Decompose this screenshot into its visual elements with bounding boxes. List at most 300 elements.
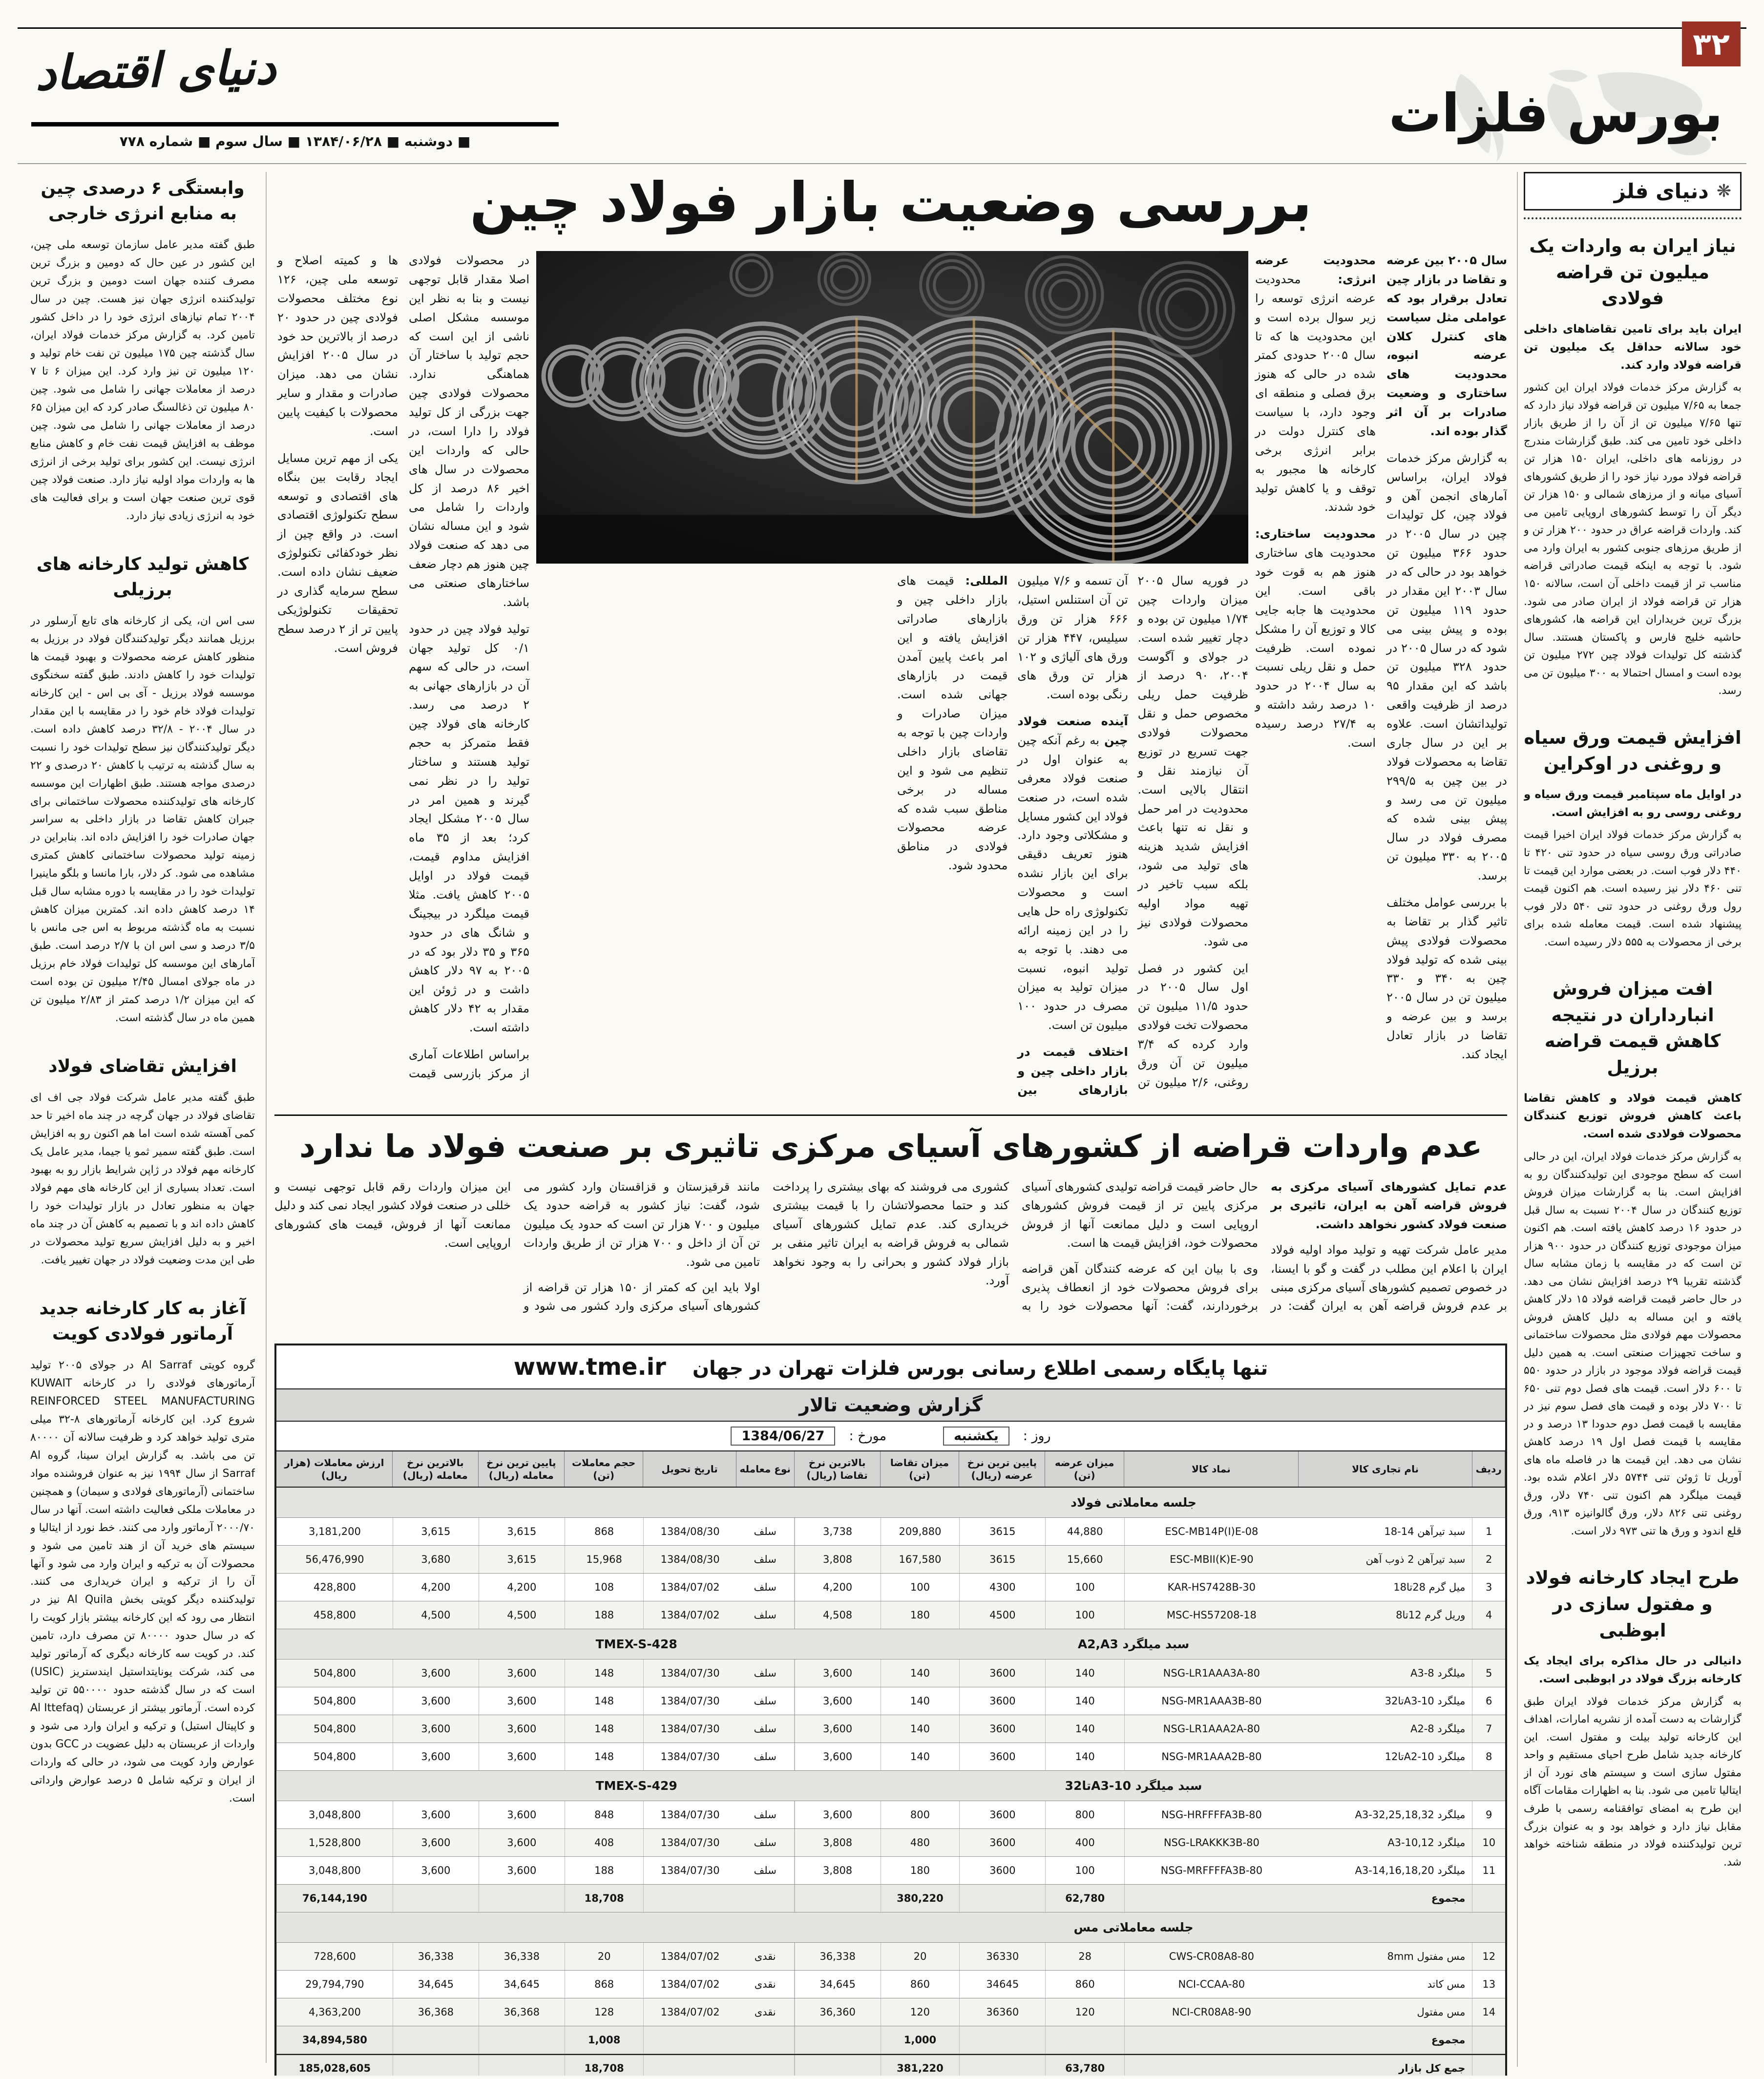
session-band-label: سبد میلگرد A2,A3	[1077, 1637, 1190, 1651]
cell-product-symbol: ESC-MB14P(I)E-08	[1124, 1518, 1299, 1545]
cell-supply: 860	[1045, 1971, 1124, 1998]
cell-delivery-date: 1384/07/02	[643, 1574, 736, 1601]
cell-highest-bid: 36,338	[795, 1943, 881, 1970]
table-row	[276, 1912, 1505, 1943]
table-row	[276, 1801, 1505, 1829]
cell-trade-type: سلف	[736, 1801, 795, 1828]
cell-highest-bid: 3,738	[795, 1518, 881, 1545]
cell-supply: 62,780	[1045, 1885, 1124, 1912]
tme-url: www.tme.ir	[513, 1353, 666, 1381]
cell-highest-bid	[795, 2055, 881, 2076]
column-header: تاریخ تحویل	[643, 1451, 736, 1487]
cell-demand: 20	[881, 1943, 960, 1970]
session-band-code: TMEX-S-428	[595, 1637, 677, 1651]
cell-volume: 868	[565, 1971, 644, 1998]
cell-volume: 18,708	[565, 1885, 644, 1912]
column-header: ارزش معاملات (هزار ریال)	[276, 1451, 393, 1487]
article-middle-strip	[536, 251, 1248, 1101]
cell-volume: 148	[565, 1743, 644, 1770]
date-value: 1384/06/27	[731, 1427, 835, 1446]
table-row	[276, 1857, 1505, 1885]
cell-trade-value: 728,600	[276, 1943, 393, 1970]
cell-demand: 860	[881, 1971, 960, 1998]
cell-demand: 140	[881, 1715, 960, 1743]
cell-delivery-date: 1384/07/30	[643, 1743, 736, 1770]
cell-demand: 180	[881, 1857, 960, 1884]
article-paragraph	[1017, 712, 1128, 1035]
report-date-row	[276, 1422, 1505, 1451]
cell-highest-price	[393, 2026, 479, 2054]
cell-product-symbol: NSG-LR1AAA2A-80	[1124, 1715, 1299, 1743]
table-row	[276, 1885, 1505, 1912]
cell-volume: 15,968	[565, 1546, 644, 1573]
cell-volume: 108	[565, 1574, 644, 1601]
cell-demand: 140	[881, 1743, 960, 1770]
cell-product-symbol: NSG-LRAKKK3B-80	[1124, 1829, 1299, 1856]
cell-lowest-offer: 3600	[959, 1801, 1045, 1828]
cell-volume: 408	[565, 1829, 644, 1856]
inline-subhead: محدودیت ساختاری:	[1255, 527, 1376, 541]
cell-trade-type	[736, 2055, 795, 2076]
paragraph-text: براساس اطلاعات آماری از مرکز بازرسی قیمت ها و کمیته اصلاح و توسعه ملی چین، ۱۲۶ نوع مختلف محصولات فولادی چین در حدود ۲۰ درصد از بالاترین حد خود در سال ۲۰۰۵ افزایش نشان می دهد. میزان صادرات و مقدار و سایر محصولات با کیفیت پایین است.	[277, 253, 529, 1080]
cell-highest-price: 3,600	[393, 1659, 479, 1687]
cell-lowest-price: 3,600	[479, 1659, 565, 1687]
paragraph-text: محدودیت های ساختاری هنوز هم به قوت خود باقی است. این محدودیت ها جابه جایی کالا و توزیع آن را مشکل نموده است. ظرفیت حمل و نقل ریلی نسبت به سال ۲۰۰۴ در حدود ۱۰ درصد رشد داشته و به ۲۷/۴ درصد رسیده است.	[1255, 546, 1376, 750]
cell-volume: 18,708	[565, 2055, 644, 2076]
cell-row-number	[1472, 2026, 1505, 2054]
table-source-line	[276, 1345, 1505, 1389]
cell-highest-bid: 3,600	[795, 1687, 881, 1715]
cell-highest-price: 3,615	[393, 1518, 479, 1545]
article-paragraph	[409, 620, 529, 1037]
cell-trade-value: 428,800	[276, 1574, 393, 1601]
cell-product-name: جمع کل بازار	[1299, 2055, 1473, 2076]
cell-highest-bid: 36,360	[795, 1998, 881, 2026]
cell-supply: 400	[1045, 1829, 1124, 1856]
cell-lowest-price: 36,338	[479, 1943, 565, 1970]
cell-delivery-date: 1384/07/02	[643, 1998, 736, 2026]
cell-row-number: 6	[1486, 1695, 1492, 1707]
secondary-paragraph: وی با بیان این که عرضه کنندگان آهن قراضه برای فروش محصولات خود از انعطاف پذیری برخوردارند، گفت: آنها محصولات خود را به کشوری می فروشند که بهای بیشتری را پرداخت کند و حتما محصولاتشان را با قیمت بیشتری خریداری کند. عدم تمایل کشورهای آسیای شمالی به فروش قراضه به ایران تاثیر منفی بر بازار فولاد کشور و بحرانی را به وجود نخواهد آورد.	[773, 1180, 1258, 1313]
table-row	[276, 1771, 1505, 1801]
cell-lowest-price: 3,600	[479, 1857, 565, 1884]
cell-product-symbol	[1124, 2055, 1299, 2076]
cell-demand: 209,880	[881, 1518, 960, 1545]
cell-volume: 848	[565, 1801, 644, 1828]
cell-product-name: مجموع	[1299, 1885, 1473, 1912]
table-row	[276, 1629, 1505, 1659]
report-title: گزارش وضعیت تالار	[276, 1389, 1505, 1422]
table-row	[276, 1943, 1505, 1971]
cell-highest-bid: 3,600	[795, 1801, 881, 1828]
cell-lowest-offer: 3600	[959, 1687, 1045, 1715]
cell-supply: 120	[1045, 1998, 1124, 2026]
cell-highest-bid: 4,508	[795, 1601, 881, 1629]
news-brief-title: وابستگی ۶ درصدی چین به منابع انرژی خارجی	[41, 178, 245, 224]
session-band-code: TMEX-S-429	[595, 1779, 677, 1793]
section-title: بورس فلزات	[1388, 83, 1723, 144]
cell-highest-price: 3,600	[393, 1857, 479, 1884]
cell-demand: 167,580	[881, 1546, 960, 1573]
cell-lowest-offer: 3600	[959, 1659, 1045, 1687]
cell-row-number	[1472, 1885, 1505, 1912]
sidebar-header	[1524, 172, 1742, 210]
table-header-row	[276, 1451, 1505, 1488]
cell-highest-bid: 3,808	[795, 1857, 881, 1884]
cell-product-name: مس مفتول	[1299, 1998, 1473, 2026]
sidebar-article	[1524, 233, 1742, 700]
cell-supply: 100	[1045, 1601, 1124, 1629]
news-brief-body: گروه کویتی Al Sarraf در جولای ۲۰۰۵ تولید آرماتورهای فولادی را در کارخانه KUWAIT REINFORCED STEEL MANUFACTURING شروع کرد. این کارخانه آرماتورهای ۸-۳۲ میلی متری تولید خواهد کرد و ظرفیت سالانه آن ۸۰۰۰۰ تن می باشد. به گزارش ایران سینا، گروه Al Sarraf از سال ۱۹۹۴ نیز به عنوان فروشنده مواد ساختمانی (آرماتورهای فولادی و سیمان) و همچنین در معاملات ملکی فعالیت داشته است. آنها در سال ۲۰۰۰/۷۰ آرماتور وارد می کنند. خط نورد از ایتالیا و سیستم های خرید آن از هند تامین می شود و محصولات آن به ترکیه و ایران وارد می شود و آنها آن را از ترکیه و ایران خریداری می کنند. تولیدکننده دیگر کویتی بخش Al Quila نیز در انتظار می رود که این کارخانه بیشتر بازار کویت را که در سال حدود ۸۰۰۰۰ تن مصرف دارد، تامین کند. در کویت سه کارخانه دیگری که آرماتور تولید می کند، شرکت یونایتداستیل ایندستریز (USIC) است که در سال گذشته حدود ۵۵۰۰۰۰ تن تولید کرده است. آرماتور بیشتر از عربستان (Al Ittefaq و کاپیتال استیل) و ترکیه و ایران وارد می شود و واردات از عربستان به دلیل عضویت در GCC بدون عوارض وارد کویت می شود، در حالی که واردات از ایران و ترکیه شامل ۵ درصد عوارض وارداتی است.	[30, 1359, 255, 1805]
left-news-column	[30, 176, 255, 2065]
cell-highest-bid	[795, 1885, 881, 1912]
table-row	[276, 1687, 1505, 1715]
cell-delivery-date	[643, 2055, 736, 2076]
cell-highest-bid: 3,600	[795, 1743, 881, 1770]
cell-supply: 140	[1045, 1743, 1124, 1770]
cell-trade-type	[736, 2026, 795, 2054]
article-paragraph	[409, 251, 529, 612]
cell-volume: 1,008	[565, 2026, 644, 2054]
cell-trade-type: سلف	[736, 1659, 795, 1687]
session-band-label: سبد میلگرد A3-10تا32	[1065, 1779, 1202, 1793]
cell-product-symbol: NSG-LR1AAA3A-80	[1124, 1659, 1299, 1687]
cell-lowest-price: 3,600	[479, 1743, 565, 1770]
cell-lowest-price	[479, 2055, 565, 2076]
cell-highest-bid	[795, 2026, 881, 2054]
cell-row-number: 5	[1486, 1667, 1492, 1679]
cell-highest-bid: 34,645	[795, 1971, 881, 1998]
date-line: ■ دوشنبه ■ ۱۳۸۴/۰۶/۲۸ ■ سال سوم ■ شماره ۷۷۸	[31, 122, 559, 149]
cell-lowest-offer: 3600	[959, 1743, 1045, 1770]
cell-product-symbol: NCI-CCAA-80	[1124, 1971, 1299, 1998]
cell-trade-value: 34,894,580	[276, 2026, 393, 2054]
table-row	[276, 1546, 1505, 1574]
article-paragraph	[277, 449, 398, 658]
paragraph-text: تولید فولاد چین در حدود ۰/۱ کل تولید جهان است، در حالی که سهم آن در بازارهای جهانی به ۲ درصد می رسد. کارخانه های فولاد چین فقط متمرکز به حجم تولید هستند و ساختار تولید را در نظر نمی گیرند و همین امر در سال ۲۰۰۵ مشکل ایجاد کرد؛ بعد از ۳۵ ماه افزایش مداوم قیمت، قیمت فولاد در اوایل ۲۰۰۵ کاهش یافت. مثلا قیمت میلگرد در بیجینگ و شانگ های در حدود ۳۶۵ و ۳۵ دلار بود که در ۲۰۰۵ به ۹۷ دلار کاهش داشت و در ژوئن این مقدار به ۴۲ دلار کاهش داشته است.	[409, 622, 530, 1034]
cell-product-symbol: KAR-HS7428B-30	[1124, 1574, 1299, 1601]
cell-lowest-offer	[959, 1885, 1045, 1912]
cell-product-name: میلگرد A3-32,25,18,32	[1299, 1801, 1473, 1828]
sidebar-article	[1524, 725, 1742, 951]
cell-product-symbol: ESC-MBII(K)E-90	[1124, 1546, 1299, 1573]
column-divider-left	[266, 172, 267, 2063]
cell-lowest-offer	[959, 2026, 1045, 2054]
table-row	[276, 1743, 1505, 1771]
cell-lowest-offer: 3615	[959, 1518, 1045, 1545]
cell-product-name: وریل گرم 12تا8	[1299, 1601, 1473, 1629]
cell-demand: 100	[881, 1574, 960, 1601]
paragraph-text: قیمت های بازار داخلی چین و بازارهای صادراتی افزایش یافته و این امر باعث پایین آمدن قیمت در بازارهای جهانی شده است. میزان صادرات و واردات چین با توجه به تقاضای بازار داخلی تنظیم می شود و این مساله در برخی مناطق سبب شده که عرضه محصولات فولادی در مناطق محدود شود.	[897, 574, 1008, 873]
secondary-paragraph: مدیر عامل شرکت تهیه و تولید مواد اولیه فولاد ایران با اعلام این مطلب در گفت و گو با ایسنا، در خصوص تصمیم کشورهای آسیای مرکزی مبنی بر عدم فروش قراضه آهن به ایران گفت: در حال حاضر قیمت قراضه تولیدی کشورهای آسیای مرکزی پایین تر از قیمت فروش کشورهای اروپایی است و دلیل ممانعت آنها از فروش محصولات خود، افزایش قیمت ها است.	[1022, 1180, 1507, 1313]
metal-world-sidebar	[1524, 172, 1742, 2067]
cell-supply: 140	[1045, 1687, 1124, 1715]
cell-row-number: 12	[1482, 1951, 1496, 1962]
news-brief-body: طبق گفته مدیر عامل شرکت فولاد جی اف ای تقاضای فولاد در جهان گرچه در چند ماه اخیر تا حد کمی آهسته شده است اما هم اکنون رو به افزایش است. طبق گفته سمیر ثمو یا جیما، مدیر عامل یک کارخانه مهم فولاد در ژاپن شرایط بازار رو به بهبود است. تعداد بسیاری از این کارخانه های مهم فولاد جهان به منظور تعادل در بازار تولیدات خود را کاهش داده اند و با تصمیم به کاهش آن در چند ماه اخیر و به دلیل افزایش سریع تولید محصولات در طی این مدت وضعیت فولاد در جهان تغییر یافت.	[30, 1092, 255, 1266]
newspaper-logo: دنیای اقتصاد	[34, 40, 277, 101]
cell-demand: 381,220	[881, 2055, 960, 2076]
table-row	[276, 1971, 1505, 1998]
article-paragraph	[1386, 893, 1507, 1064]
cell-lowest-price: 4,500	[479, 1601, 565, 1629]
cell-trade-type: سلف	[736, 1743, 795, 1770]
session-band-label: جلسه معاملاتی فولاد	[1071, 1495, 1197, 1510]
cell-highest-price: 4,500	[393, 1601, 479, 1629]
photo-box	[536, 251, 1248, 564]
cell-lowest-offer: 36360	[959, 1998, 1045, 2026]
cell-demand: 140	[881, 1659, 960, 1687]
source-text: تنها پایگاه رسمی اطلاع رسانی بورس فلزات تهران در جهان	[692, 1357, 1268, 1380]
news-brief	[30, 1054, 255, 1270]
cell-highest-price: 3,680	[393, 1546, 479, 1573]
paragraph-text: در محصولات فولادی اصلا مقدار قابل توجهی نیست و بنا به نظر این موسسه مشکل اصلی ناشی از این است که حجم تولید با ساختار آن هماهنگی ندارد. محصولات فولادی چین جهت بزرگی از کل تولید فولاد را دارا است، در حالی که واردات این محصولات در سال های اخیر ۸۶ درصد از کل واردات را شامل می شود و این مساله نشان می دهد که صنعت فولاد چین هنوز هم دچار ضعف ساختارهای صنعتی می باشد.	[409, 253, 529, 609]
cell-delivery-date: 1384/07/02	[643, 1943, 736, 1970]
cell-delivery-date	[643, 1885, 736, 1912]
secondary-paragraph: اولا باید این که کمتر از ۱۵۰ هزار تن قراضه از کشورهای آسیای مرکزی وارد کشور می شود و این میزان واردات رقم قابل توجهی نیست و خللی در صنعت فولاد کشور ایجاد نمی کند و دلیل ممانعت آنها از فروش، قیمت های کشورهای اروپایی است.	[274, 1180, 760, 1313]
cell-highest-price: 34,645	[393, 1971, 479, 1998]
cell-row-number: 3	[1486, 1581, 1492, 1593]
cell-lowest-offer: 3600	[959, 1715, 1045, 1743]
sidebar-article-lead: دانیالی در حال مذاکره برای ایجاد یک کارخانه بزرگ فولاد در ابوظبی است.	[1524, 1655, 1742, 1686]
sidebar-article-body: به گزارش مرکز خدمات فولاد ایران، این در حالی است که سطح موجودی این تولیدکنندگان رو به افزایش است. بنا به گزارشات میزان فروش توزیع کنندگان در سال ۲۰۰۴ نسبت به سال قبل در حدود ۱۶ درصد کاهش یافته است. هم اکنون میزان موجودی توزیع کنندگان در حدود ۹۰۰ هزار تن است که در مقایسه با زمان مشابه سال گذشته تقریبا ۲۹ درصد افزایش نشان می دهد. در حال حاضر قیمت قراضه فولاد ۱۵ دلار کاهش یافته و این مساله به دلیل کاهش فروش محصولات مهم فولادی مثل محصولات ساختمانی و ساخت تجهیزات صنعتی است. به همین دلیل قیمت قراضه فولاد موجود در بازار در حدود ۵۵۰ تا ۶۰۰ دلار است. قیمت های فصل دوم تنی ۶۵۰ تا ۷۰۰ دلار بوده و قیمت های فصل سوم نیز در مقایسه با قیمت فصل دوم حدودا ۱۳ درصد و در مقایسه با قیمت فصل اول ۱۹ درصد کاهش نشان می دهد. این قیمت ها در فاصله ماه های آوریل تا ژوئن تنی ۵۷۴۴ دلار اعلام شده بود. قیمت میلگرد هم اکنون تنی ۷۴۰ دلار، ورق روغنی تنی ۸۲۶ دلار، ورق گالوانیزه ۹۱۳، ورق قلع اندود و ورق ها تنی ۹۷۳ دلار است.	[1524, 1151, 1742, 1537]
cell-product-symbol: NSG-MR1AAA2B-80	[1124, 1743, 1299, 1770]
cell-volume: 148	[565, 1715, 644, 1743]
cell-trade-type: سلف	[736, 1829, 795, 1856]
cell-demand: 180	[881, 1601, 960, 1629]
sidebar-article	[1524, 1565, 1742, 1871]
cell-product-symbol	[1124, 1885, 1299, 1912]
article-paragraph	[1255, 525, 1376, 753]
column-header: ردیف	[1472, 1451, 1505, 1487]
cell-delivery-date: 1384/07/02	[643, 1601, 736, 1629]
day-value: یکشنبه	[943, 1427, 1009, 1446]
article-columns-right	[1255, 251, 1507, 1101]
cell-lowest-price	[479, 1885, 565, 1912]
column-header: پایین ترین نرخ عرضه (ریال)	[959, 1451, 1045, 1487]
secondary-article	[274, 1114, 1507, 1324]
cell-trade-type: نقدی	[736, 1971, 795, 1998]
inline-subhead: محدودیت عرضه انرژی:	[1255, 253, 1376, 286]
cell-highest-bid: 3,600	[795, 1715, 881, 1743]
sidebar-articles	[1524, 233, 1742, 1871]
cell-supply: 28	[1045, 1943, 1124, 1970]
cell-supply: 15,660	[1045, 1546, 1124, 1573]
cell-lowest-offer: 4300	[959, 1574, 1045, 1601]
cell-trade-value: 56,476,990	[276, 1546, 393, 1573]
cell-trade-value: 4,363,200	[276, 1998, 393, 2026]
cell-volume: 20	[565, 1943, 644, 1970]
cell-row-number: 1	[1486, 1526, 1492, 1537]
cell-trade-value: 504,800	[276, 1659, 393, 1687]
table-row	[276, 1829, 1505, 1857]
cell-highest-bid: 4,200	[795, 1574, 881, 1601]
cell-trade-value: 458,800	[276, 1601, 393, 1629]
paragraph-text: به گزارش مرکز خدمات فولاد ایران، براساس آمارهای انجمن آهن و فولاد چین، کل تولیدات چین در سال ۲۰۰۵ در حدود ۳۶۶ میلیون تن خواهد بود در حالی که در سال ۲۰۰۳ این مقدار در حدود ۱۱۹ میلیون تن بوده و پیش بینی می شود که در سال ۲۰۰۵ در حدود ۳۲۸ میلیون تن باشد که این مقدار ۹۵ درصد از ظرفیت واقعی تولیداتشان است. علاوه بر این در سال جاری تقاضا به محصولات فولاد در بین چین به ۲۹۹/۵ میلیون تن می رسد و پیش بینی شده که مصرف فولاد در سال ۲۰۰۵ به ۳۳۰ میلیون تن برسد.	[1386, 451, 1507, 882]
cell-demand: 380,220	[881, 1885, 960, 1912]
cell-delivery-date: 1384/07/30	[643, 1687, 736, 1715]
table-row	[276, 1998, 1505, 2026]
day-label: روز :	[1023, 1428, 1051, 1444]
cell-delivery-date: 1384/07/02	[643, 1971, 736, 1998]
sidebar-article-body: به گزارش مرکز خدمات فولاد ایران طبق گزارشات به دست آمده از نشریه امارات، اهداف این کارخانه تولید بیلت و مفتول است. این کارخانه جدید شامل طرح احیای مستقیم و واحد مفتول سازی است و سیستم های نورد آن از ایتالیا تامین می شود. بنا به اظهارات مقامات آگاه این طرح به امضای توافقنامه رسمی با طرف مقابل نیاز دارد و خواهد بود و به عنوان بزرگ ترین تولیدکننده فولاد در منطقه شناخته خواهد شد.	[1524, 1695, 1742, 1869]
cell-trade-value: 504,800	[276, 1715, 393, 1743]
cell-delivery-date: 1384/07/30	[643, 1801, 736, 1828]
cell-lowest-price	[479, 2026, 565, 2054]
cell-row-number: 4	[1486, 1609, 1492, 1621]
cell-supply	[1045, 2026, 1124, 2054]
cell-demand: 120	[881, 1998, 960, 2026]
cell-trade-type: سلف	[736, 1574, 795, 1601]
cell-highest-price	[393, 2055, 479, 2076]
cell-row-number	[1472, 2055, 1505, 2076]
news-brief-title: آغاز به کار کارخانه جدید آرماتور فولادی کویت	[39, 1298, 246, 1344]
article-paragraph	[1138, 571, 1248, 951]
column-header: بالاترین نرخ تقاضا (ریال)	[795, 1451, 881, 1487]
cell-lowest-offer: 34645	[959, 1971, 1045, 1998]
inline-subhead: آینده صنعت فولاد چین	[1017, 714, 1128, 747]
cell-highest-price: 3,600	[393, 1743, 479, 1770]
cell-highest-price: 36,338	[393, 1943, 479, 1970]
session-band-label: جلسه معاملاتی مس	[1073, 1920, 1194, 1934]
cell-highest-price: 4,200	[393, 1574, 479, 1601]
news-brief-title: کاهش تولید کارخانه های برزیلی	[36, 554, 249, 600]
column-header: میزان تقاضا (تن)	[881, 1451, 960, 1487]
cell-volume: 188	[565, 1857, 644, 1884]
column-header: نام تجاری کالا	[1299, 1451, 1473, 1487]
cell-supply: 100	[1045, 1574, 1124, 1601]
cell-lowest-price: 3,600	[479, 1715, 565, 1743]
cell-product-symbol: NSG-HRFFFFA3B-80	[1124, 1801, 1299, 1828]
column-header: میزان عرضه (تن)	[1045, 1451, 1124, 1487]
cell-delivery-date	[643, 2026, 736, 2054]
column-header: نماد کالا	[1124, 1451, 1299, 1487]
cell-delivery-date: 1384/07/30	[643, 1857, 736, 1884]
table-row	[276, 1601, 1505, 1629]
cell-supply: 140	[1045, 1715, 1124, 1743]
cell-row-number: 13	[1482, 1978, 1496, 1990]
cell-trade-type: سلف	[736, 1715, 795, 1743]
secondary-paragraph: مانند قرقیزستان و قزاقستان وارد کشور می شود، گفت: نیاز کشور به قراضه حدود یک میلیون و ۷۰۰ هزار تن است که حدود یک میلیون تن آن از داخل و ۷۰۰ هزار تن از طریق واردات تامین می شود.	[524, 1180, 760, 1269]
cell-trade-type: نقدی	[736, 1943, 795, 1970]
cell-lowest-price: 4,200	[479, 1574, 565, 1601]
cell-highest-bid: 3,600	[795, 1659, 881, 1687]
paragraph-text: یکی از مهم ترین مسایل ایجاد رقابت بین بنگاه های اقتصادی و توسعه سطح تکنولوژی اقتصادی است. در واقع چین از نظر خودکفائی تکنولوژی ضعیف نشان داده است. سطح سرمایه گذاری در تحقیقات تکنولوژیکی پایین تر از ۲ درصد سطح فروش است.	[277, 451, 399, 655]
cell-row-number: 7	[1486, 1723, 1492, 1735]
cell-row-number: 8	[1486, 1751, 1492, 1763]
cell-product-symbol: NSG-MRFFFFA3B-80	[1124, 1857, 1299, 1884]
news-brief	[30, 552, 255, 1028]
column-header: نوع معامله	[736, 1451, 795, 1487]
cell-volume: 188	[565, 1601, 644, 1629]
cell-trade-type: سلف	[736, 1601, 795, 1629]
date-label: مورخ :	[849, 1428, 887, 1444]
cell-product-name: میلگرد A2-8	[1299, 1715, 1473, 1743]
cell-highest-price: 3,600	[393, 1801, 479, 1828]
cell-lowest-offer: 3600	[959, 1857, 1045, 1884]
cell-product-name: سبد تیرآهن 14-18	[1299, 1518, 1473, 1545]
cell-highest-price: 36,368	[393, 1998, 479, 2026]
table-row	[276, 1518, 1505, 1546]
cell-product-name: میلگرد A2-10تا12	[1299, 1743, 1473, 1770]
column-header: بالاترین نرخ معامله (ریال)	[393, 1451, 479, 1487]
cell-delivery-date: 1384/08/30	[643, 1518, 736, 1545]
cell-highest-bid: 3,808	[795, 1829, 881, 1856]
top-rule	[18, 27, 1746, 29]
cell-row-number: 10	[1482, 1837, 1496, 1848]
news-brief-title: افزایش تقاضای فولاد	[48, 1056, 237, 1076]
sidebar-article-lead: کاهش قیمت فولاد و کاهش تقاضا باعث کاهش فروش توزیع کنندگان محصولات فولادی شده است.	[1524, 1092, 1742, 1141]
cell-lowest-offer: 4500	[959, 1601, 1045, 1629]
cell-volume: 128	[565, 1998, 644, 2026]
cell-product-symbol: NCI-CR08A8-90	[1124, 1998, 1299, 2026]
cell-product-symbol: CWS-CR08A8-80	[1124, 1943, 1299, 1970]
cell-product-name: سبد تیرآهن 2 ذوب آهن	[1299, 1546, 1473, 1573]
cell-lowest-price: 3,600	[479, 1829, 565, 1856]
cell-lowest-price: 3,615	[479, 1546, 565, 1573]
table-row	[276, 1488, 1505, 1518]
news-brief	[30, 176, 255, 525]
cell-product-name: مس کاتد	[1299, 1971, 1473, 1998]
cell-trade-value: 3,048,800	[276, 1857, 393, 1884]
cell-highest-price: 3,600	[393, 1829, 479, 1856]
sidebar-article-title: افزایش قیمت ورق سیاه و روغنی در اوکراین	[1524, 727, 1742, 775]
cell-product-name: میلگرد A3-10تا32	[1299, 1687, 1473, 1715]
secondary-columns	[274, 1177, 1507, 1324]
cell-delivery-date: 1384/08/30	[643, 1546, 736, 1573]
main-area	[274, 168, 1507, 2076]
table-row	[276, 2026, 1505, 2054]
cell-row-number: 9	[1486, 1809, 1492, 1821]
sidebar-article-body: به گزارش مرکز خدمات فولاد ایران این کشور جمعا به ۷/۶۵ میلیون تن قراضه فولاد نیاز دارد که تنها ۷/۶۵ میلیون تن از آن را از طریق بازار داخلی خود تامین می کند. طبق گزارشات مندرج در روزنامه های داخلی، ایران ۱۵۰ هزار تن قراضه فولاد مورد نیاز خود را از طریق کشورهای آسیای میانه و از مرزهای شمالی و ۱۵۰ هزار تن دیگر آن را توسط کشورهای اروپایی تامین می کند. واردات قراضه عراق در حدود ۲۰۰ هزار تن و از طریق مرزهای جنوبی کشور به ایران وارد می شود. با توجه به اینکه قیمت صادراتی قراضه مناسب تر از قیمت داخلی آن است، سالانه ۱۵۰ هزار تن قراضه فولاد از ایران صادر می شود. بزرگ ترین خریداران این قراضه ها، کشورهای حاشیه خلیج فارس و پاکستان هستند. سال گذشته کل تولیدات فولاد چین ۲۷۲ میلیون تن بوده است و امسال احتمالا به ۳۰۰ میلیون تن می رسد.	[1524, 381, 1742, 697]
article-columns-left	[277, 251, 529, 1101]
cell-trade-value: 504,800	[276, 1687, 393, 1715]
cell-trade-value: 504,800	[276, 1743, 393, 1770]
cell-volume: 868	[565, 1518, 644, 1545]
main-article-body	[274, 251, 1507, 1101]
cell-row-number: 11	[1482, 1865, 1496, 1876]
cell-delivery-date: 1384/07/30	[643, 1715, 736, 1743]
cell-supply: 44,880	[1045, 1518, 1124, 1545]
cell-trade-value: 3,048,800	[276, 1801, 393, 1828]
cell-highest-price	[393, 1885, 479, 1912]
sidebar-article-title: افت میزان فروش انبارداران در نتیجه کاهش قیمت قراضه برزیل	[1544, 978, 1721, 1078]
paragraph-text: در فوریه سال ۲۰۰۵ میزان واردات چین ۱/۷۴ میلیون تن بوده و دچار تغییر شده است. در جولای و آگوست ۲۰۰۴، ۹۰ درصد از ظرفیت حمل ریلی مخصوص حمل و نقل محصولات فولادی جهت تسریع در توزیع آن نیازمند نقل و انتقال بالایی است. محدودیت در امر حمل و نقل نه تنها باعث افزایش شدید هزینه های تولید می شود، بلکه سبب تاخیر در تهیه مواد اولیه محصولات فولادی نیز می شود.	[1137, 574, 1248, 948]
cell-trade-type: سلف	[736, 1546, 795, 1573]
column-header: پایین ترین نرخ معامله (ریال)	[479, 1451, 565, 1487]
paragraph-text: این کشور در فصل اول سال ۲۰۰۵ در حدود ۱۱/۵ میلیون تن محصولات تخت فولادی وارد کرده که ۳/۴ میلیون تن آن ورق روغنی، ۲/۶ میلیون تن آن تسمه و ۷/۶ میلیون تن آن استنلس استیل، ۶۶۶ هزار تن ورق سیلیس، ۴۴۷ هزار تن ورق های آلیاژی و ۱۰۲ هزار تن ورق های رنگی بوده است.	[1017, 574, 1249, 1089]
table-row	[276, 1574, 1505, 1601]
cell-trade-value: 3,181,200	[276, 1518, 393, 1545]
paragraph-text: به رغم آنکه چین به عنوان اول در صنعت فولاد معرفی شده است، در صنعت فولاد این کشور مسایل و مشکلاتی وجود دارد. هنوز تعریف دقیقی برای این بازار نشده است و محصولات تکنولوژی راه حل هایی را در این زمینه ارائه می دهند. با توجه به تولید انبوه، نسبت میزان تولید به میزان مصرف در حدود ۱۰۰ میلیون تن است.	[1017, 734, 1128, 1032]
cell-lowest-price: 36,368	[479, 1998, 565, 2026]
cell-product-name: میلگرد A3-10,12	[1299, 1829, 1473, 1856]
cell-demand: 800	[881, 1801, 960, 1828]
cell-highest-bid: 3,808	[795, 1546, 881, 1573]
cell-trade-type: سلف	[736, 1857, 795, 1884]
article-paragraph	[1386, 449, 1507, 885]
cell-lowest-price: 3,600	[479, 1801, 565, 1828]
cell-product-symbol	[1124, 2026, 1299, 2054]
paragraph-text: سال ۲۰۰۵ بین عرضه و تقاضا در بازار چین تعادل برقرار بود که عواملی مثل سیاست های کنترل کلان عرضه انبوه، محدودیت های ساختاری و وضعیت صادرات بر آن اثر گذار بوده اند.	[1386, 253, 1507, 438]
cell-product-name: میلگرد A3-14,16,18,20	[1299, 1857, 1473, 1884]
cell-supply: 800	[1045, 1801, 1124, 1828]
cell-product-name: میلگرد A3-8	[1299, 1659, 1473, 1687]
cell-product-name: مجموع	[1299, 2026, 1473, 2054]
cell-product-symbol: MSC-HS57208-18	[1124, 1601, 1299, 1629]
cell-lowest-offer: 36330	[959, 1943, 1045, 1970]
sidebar-article	[1524, 976, 1742, 1540]
cell-demand: 480	[881, 1829, 960, 1856]
